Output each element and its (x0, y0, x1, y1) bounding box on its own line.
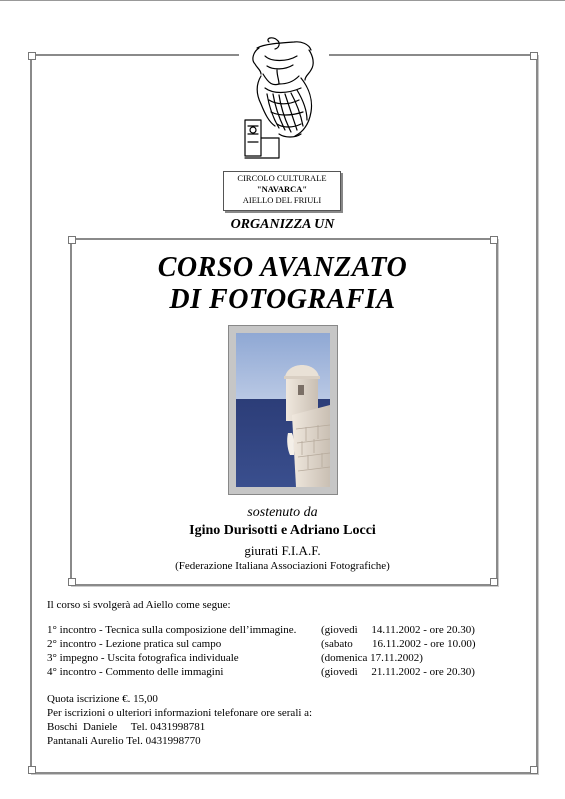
frame-corner (28, 766, 36, 774)
schedule-date: (domenica 17.11.2002) (321, 652, 423, 664)
title-line-2: DI FOTOGRAFIA (169, 284, 396, 315)
schedule-date: (sabato 16.11.2002 - ore 10.00) (321, 638, 476, 650)
schedule-item: 3° impegno - Uscita fotografica individuale (47, 652, 239, 664)
schedule-date: (giovedì 21.11.2002 - ore 20.30) (321, 666, 475, 678)
schedule-item: 1° incontro - Tecnica sulla composizione dell’immagine. (47, 624, 297, 636)
schedule-date: (giovedì 14.11.2002 - ore 20.30) (321, 624, 475, 636)
frame-corner (68, 578, 76, 586)
statue-logo (239, 34, 329, 164)
fortress-tower-photo (236, 333, 330, 487)
federazione-label: (Federazione Italiana Associazioni Fotografiche) (175, 560, 390, 572)
info-text: Per iscrizioni o ulteriori informazioni telefonare ore serali a: (47, 707, 313, 719)
frame-corner (530, 52, 538, 60)
schedule-item: 4° incontro - Commento delle immagini (47, 666, 224, 678)
giurati-label: giurati F.I.A.F. (244, 543, 321, 558)
course-intro: Il corso si svolgerà ad Aiello come segue: (47, 599, 231, 611)
frame-corner (530, 766, 538, 774)
organizza-heading: ORGANIZZA UN (230, 217, 335, 232)
title-line-1: CORSO AVANZATO (157, 252, 408, 283)
top-rule (0, 0, 565, 1)
frame-corner (28, 52, 36, 60)
frame-corner (490, 236, 498, 244)
photo-frame (228, 325, 338, 495)
frame-corner (490, 578, 498, 586)
contact-line: Boschi Daniele Tel. 0431998781 (47, 721, 206, 733)
club-line-2: "NAVARCA" (256, 184, 308, 194)
frame-corner (68, 236, 76, 244)
quota-text: Quota iscrizione €. 15,00 (47, 693, 158, 705)
sostenuto-label: sostenuto da (247, 505, 318, 520)
club-line-3: AIELLO DEL FRIULI (242, 195, 322, 205)
instructors-names: Igino Durisotti e Adriano Locci (189, 523, 376, 538)
contact-line: Pantanali Aurelio Tel. 0431998770 (47, 735, 201, 747)
club-name-box (223, 171, 341, 211)
club-line-1: CIRCOLO CULTURALE (237, 173, 327, 183)
schedule-item: 2° incontro - Lezione pratica sul campo (47, 638, 222, 650)
